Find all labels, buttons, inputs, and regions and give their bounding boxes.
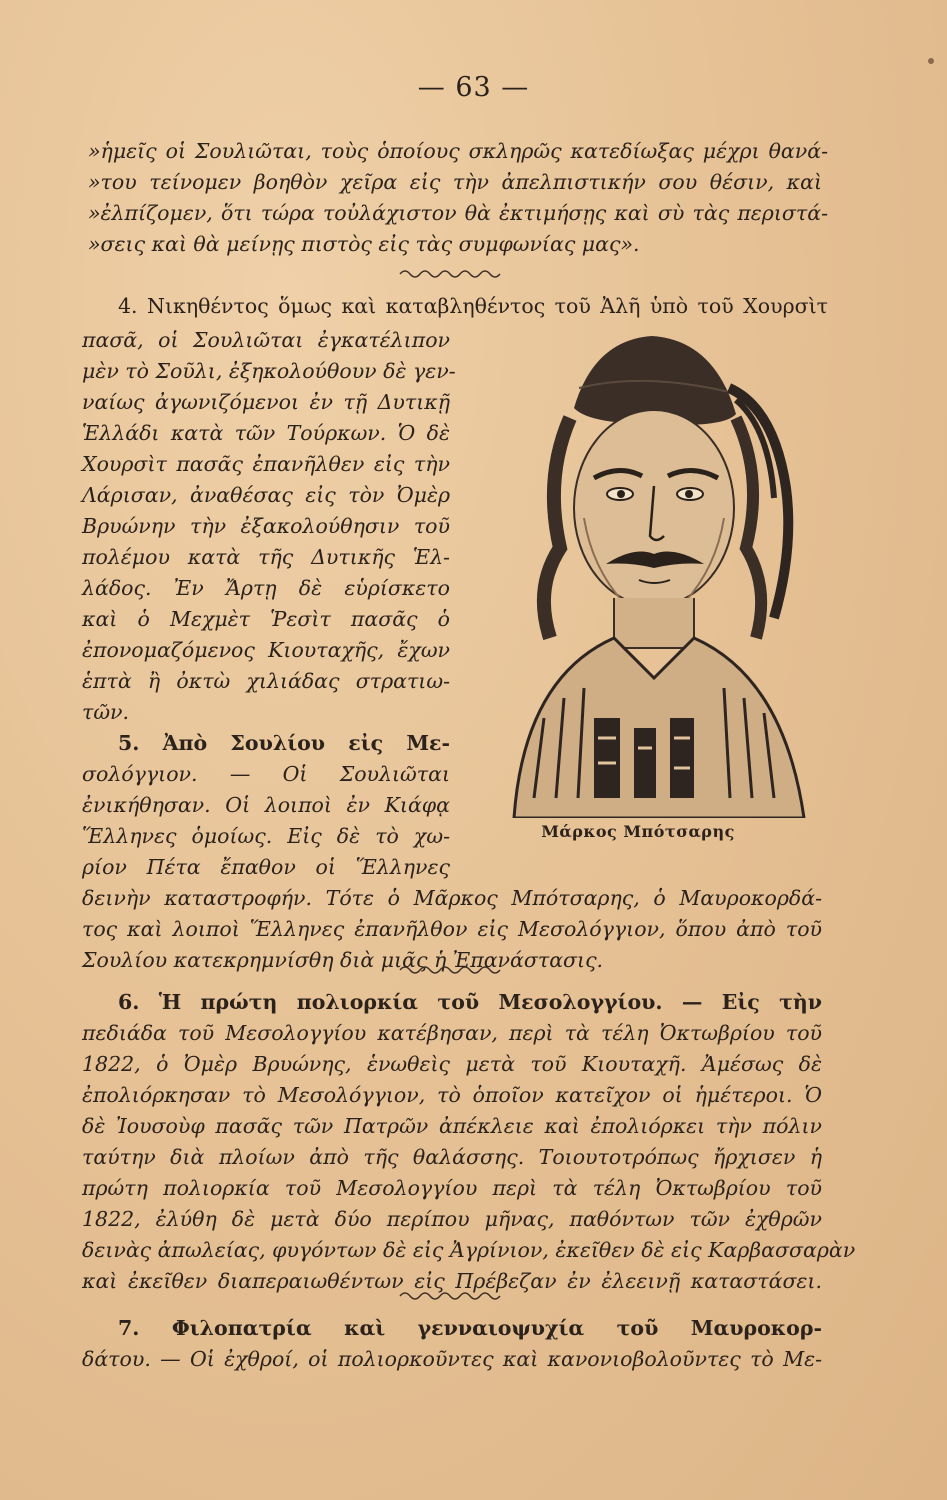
- quote-line: »του τείνομεν βοηθὸν χεῖρα εἰς τὴν ἀπελπιστικήν σου θέσιν, καὶ: [88, 170, 822, 194]
- section4-line: Βρυώνην τὴν ἐξακολούθησιν τοῦ: [82, 514, 450, 538]
- quote-line: »ἡμεῖς οἱ Σουλιῶται, τοὺς ὁποίους σκληρῶς κατεδίωξας μέχρι θανά-: [88, 139, 828, 163]
- section4-line: Χουρσὶτ πασᾶς ἐπανῆλθεν εἰς τὴν: [82, 452, 450, 476]
- section5-heading: 5. Ἀπὸ Σουλίου εἰς Με-: [118, 731, 450, 755]
- section6-line: δεινὰς ἀπωλείας, φυγόντων δὲ εἰς Ἀγρίνιον, ἐκεῖθεν δὲ εἰς Καρβασσαρὰν: [82, 1238, 856, 1262]
- quote-line: »ἐλπίζομεν, ὅτι τώρα τοὐλάχιστον θὰ ἐκτιμήσῃς καὶ σὺ τὰς περιστά-: [88, 201, 828, 225]
- section5-line: δεινὴν καταστροφήν. Τότε ὁ Μᾶρκος Μπότσαρης, ὁ Μαυροκορδά-: [82, 886, 822, 910]
- section4-line: μὲν τὸ Σοῦλι, ἐξηκολούθουν δὲ γεν-: [82, 359, 456, 383]
- section4-line: ἐπονομαζόμενος Κιουταχῆς, ἔχων: [82, 638, 450, 662]
- section6-line: 1822, ὁ Ὀμὲρ Βρυώνης, ἑνωθεὶς μετὰ τοῦ Κιουταχῆ. Ἀμέσως δὲ: [82, 1052, 822, 1076]
- section4-line: Λάρισαν, ἀναθέσας εἰς τὸν Ὀμὲρ: [82, 483, 450, 507]
- quote-line: »σεις καὶ θὰ μείνῃς πιστὸς εἰς τὰς συμφωνίας μας».: [88, 232, 640, 256]
- section4-line: λάδος. Ἐν Ἄρτῃ δὲ εὑρίσκετο: [82, 576, 450, 600]
- section6-line: καὶ ἐκεῖθεν διαπεραιωθέντων εἰς Πρέβεζαν ἐν ἐλεεινῇ καταστάσει.: [82, 1269, 822, 1293]
- section4-line: πολέμου κατὰ τῆς Δυτικῆς Ἑλ-: [82, 545, 450, 569]
- section4-line: ἑπτὰ ἢ ὀκτὼ χιλιάδας στρατιω-: [82, 669, 450, 693]
- section5-line: ἐνικήθησαν. Οἱ λοιποὶ ἐν Κιάφᾳ: [82, 793, 450, 817]
- section6-line: πεδιάδα τοῦ Μεσολογγίου κατέβησαν, περὶ τὰ τέλη Ὀκτωβρίου τοῦ: [82, 1021, 822, 1045]
- ornament-divider: [398, 964, 502, 976]
- ornament-divider: [398, 1290, 502, 1302]
- section6-line: ταύτην διὰ πλοίων ἀπὸ τῆς θαλάσσης. Τοιουτοτρόπως ἤρχισεν ἡ: [82, 1145, 822, 1169]
- section5-line: τος καὶ λοιποὶ Ἕλληνες ἐπανῆλθον εἰς Μεσολόγγιον, ὅπου ἀπὸ τοῦ: [82, 917, 822, 941]
- section6-line: πρώτη πολιορκία τοῦ Μεσολογγίου περὶ τὰ τέλη Ὀκτωβρίου τοῦ: [82, 1176, 822, 1200]
- section7-line: δάτου. — Οἱ ἐχθροί, οἱ πολιορκοῦντες καὶ κανονιοβολοῦντες τὸ Με-: [82, 1347, 822, 1371]
- page-number: — 63 —: [417, 72, 530, 103]
- section4-first-line: 4. Νικηθέντος ὅμως καὶ καταβληθέντος τοῦ Ἀλῆ ὑπὸ τοῦ Χουρσὶτ: [118, 294, 828, 318]
- section4-line: τῶν.: [82, 700, 130, 724]
- ornament-divider: [398, 268, 502, 280]
- portrait-caption: Μάρκος Μπότσαρης: [541, 822, 735, 841]
- section5-line: ρίον Πέτα ἔπαθον οἱ Ἕλληνες: [82, 855, 450, 879]
- section6-line: δὲ Ἰουσοὺφ πασᾶς τῶν Πατρῶν ἀπέκλειε καὶ ἐπολιόρκει τὴν πόλιν: [82, 1114, 822, 1138]
- section4-line: πασᾶ, οἱ Σουλιῶται ἐγκατέλιπον: [82, 328, 450, 352]
- section6-line: ἐπολιόρκησαν τὸ Μεσολόγγιον, τὸ ὁποῖον κατεῖχον οἱ ἡμέτεροι. Ὁ: [82, 1083, 822, 1107]
- section5-line: Ἕλληνες ὁμοίως. Εἰς δὲ τὸ χω-: [82, 824, 450, 848]
- section6-line: 1822, ἐλύθη δὲ μετὰ δύο περίπου μῆνας, παθόντων τῶν ἐχθρῶν: [82, 1207, 822, 1231]
- section4-line: καὶ ὁ Μεχμὲτ Ῥεσὶτ πασᾶς ὁ: [82, 607, 450, 631]
- section7-heading: 7. Φιλοπατρία καὶ γενναιοψυχία τοῦ Μαυροκορ-: [118, 1316, 822, 1340]
- section6-heading: 6. Ἡ πρώτη πολιορκία τοῦ Μεσολογγίου. — Εἰς τὴν: [118, 990, 822, 1014]
- paper-spot: [928, 58, 934, 64]
- section4-line: Ἑλλάδι κατὰ τῶν Τούρκων. Ὁ δὲ: [82, 421, 450, 445]
- section4-line: ναίως ἀγωνιζόμενοι ἐν τῇ Δυτικῇ: [82, 390, 450, 414]
- portrait-engraving: [474, 318, 830, 818]
- section5-line: Σουλίου κατεκρημνίσθη διὰ μιᾶς ἡ Ἐπανάστασις.: [82, 948, 604, 972]
- section5-line: σολόγγιον. — Οἱ Σουλιῶται: [82, 762, 450, 786]
